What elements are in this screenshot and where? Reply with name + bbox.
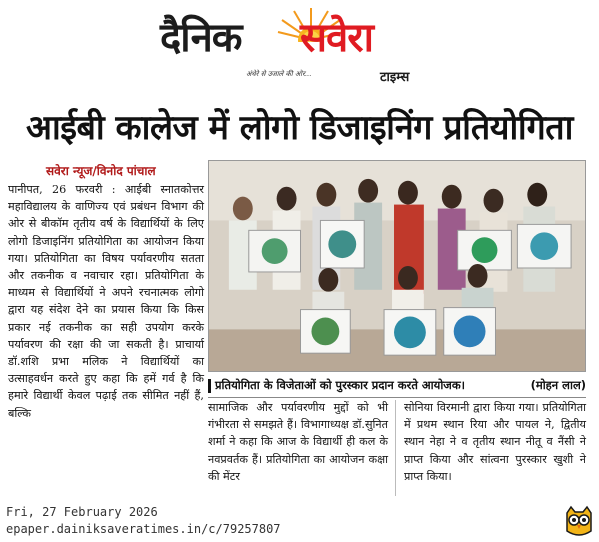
photo-caption (208, 378, 465, 393)
body-left-text: पानीपत, 26 फरवरी : आईबी स्नातकोत्तर महाविद्यालय के वाणिज्य एवं प्रबंधन विभाग की ओर से बीकॉम तृतीय वर्ष के विद्यार्थियों के लिए लोगो डिजाइनिंग प्रतियोगिता का आयोजन किया गया। प्रतियोगिता का विषय पर्यावरणीय सतता और तकनीक व नवाचार रहा। प्रतियोगिता के माध्यम से विद्यार्थियों ने अपने रचनात्मक लोगो द्वारा यह संदेश देने का प्रयास किया कि किस प्रकार नई तकनीक का सही उपयोग करके पर्यावरण की रक्षा की जा सकती है। प्राचार्या डॉ.शशि प्रभा मलिक ने विद्यार्थियों का उत्साहवर्धन करते हुए कहा कि हमें गर्व है कि हमारे विद्यार्थी केवल पढ़ाई तक सीमित नहीं हैं, बल्कि (8, 183, 204, 420)
masthead-tagline: अंधेरे से उजाले की ओर... (246, 70, 312, 78)
event-photo-image (209, 161, 585, 371)
masthead (150, 4, 450, 90)
byline: सवेरा न्यूज/विनोद पांचाल (46, 164, 156, 178)
photo-credit: (मोहन लाल) (530, 378, 586, 392)
article-body-middle (208, 399, 388, 485)
photo-caption-row (208, 374, 586, 398)
photo-caption-text: प्रतियोगिता के विजेताओं को पुरस्कार प्रदान करते आयोजक। (215, 378, 466, 392)
article-body-left (8, 181, 204, 422)
column-divider (395, 400, 396, 496)
footer-date: Fri, 27 February 2026 (6, 505, 158, 519)
body-middle-text: सामाजिक और पर्यावरणीय मुद्दों को भी गंभीरता से समझते हैं। विभागाध्यक्ष डॉ.सुनित शर्मा ने कहा कि आज के विद्यार्थी ही कल के नवप्रवर्तक हैं। प्रतियोगिता का आयोजन कक्षा की मेंटर (208, 401, 388, 483)
event-photo (208, 160, 586, 372)
masthead-name-red: सवेरा (300, 15, 373, 61)
article-headline: आईबी कालेज में लोगो डिजाइनिंग प्रतियोगिता (26, 108, 573, 148)
footer-url[interactable]: epaper.dainiksaveratimes.in/c/79257807 (6, 522, 281, 536)
article-body-right (404, 399, 586, 485)
masthead-suffix: टाइम्स (380, 70, 410, 85)
owl-icon (563, 505, 595, 539)
masthead-name-black: दैनिक (160, 15, 242, 61)
body-right-text: सोनिया विरमानी द्वारा किया गया। प्रतियोगिता में प्रथम स्थान रिया और पायल ने, द्वितीय स्थान नेहा ने व तृतीय स्थान नीतू व नैंसी ने प्राप्त किया और सांत्वना पुरस्कार खुशी ने प्राप्त किया। (404, 401, 586, 483)
